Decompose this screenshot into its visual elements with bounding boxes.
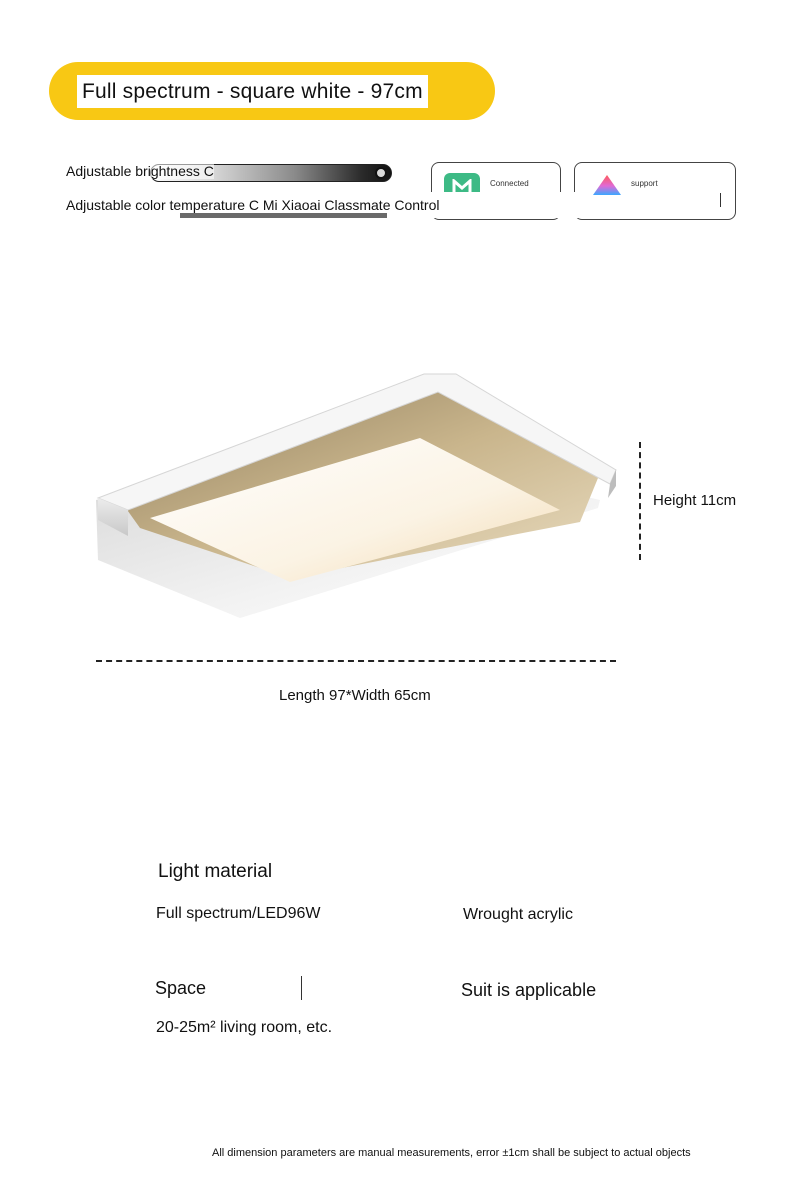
support-card-text: support <box>631 179 658 188</box>
card-divider <box>720 193 721 207</box>
length-width-label: Length 97*Width 65cm <box>279 687 431 704</box>
title-box <box>77 75 428 108</box>
height-label: Height 11cm <box>653 492 737 509</box>
light-material-heading: Light material <box>158 861 273 882</box>
page-title: Full spectrum - square white - 97cm <box>82 79 423 103</box>
light-source-value: Full spectrum/LED96W <box>156 905 321 922</box>
space-value: 20-25m² living room, etc. <box>156 1019 333 1036</box>
height-dimension-line <box>639 442 641 560</box>
measurement-footnote: All dimension parameters are manual measurements, error ±1cm shall be subject to actual objects <box>212 1147 691 1159</box>
brightness-label: Adjustable brightness C <box>66 163 214 179</box>
suitable-heading: Suit is applicable <box>461 980 597 1000</box>
xiaoai-speaker-icon <box>591 173 623 197</box>
xiaoai-support-card <box>574 162 736 220</box>
mi-card-text: Connected <box>490 179 529 188</box>
space-divider <box>301 976 302 1000</box>
space-heading: Space <box>155 978 207 998</box>
feature-overlay <box>430 192 580 218</box>
ceiling-lamp-illustration <box>80 360 620 630</box>
color-temperature-label: Adjustable color temperature C Mi Xiaoai Classmate Control <box>66 197 440 213</box>
slider-knob[interactable] <box>375 167 387 179</box>
material-value: Wrought acrylic <box>463 906 573 923</box>
length-dimension-line <box>96 660 616 662</box>
